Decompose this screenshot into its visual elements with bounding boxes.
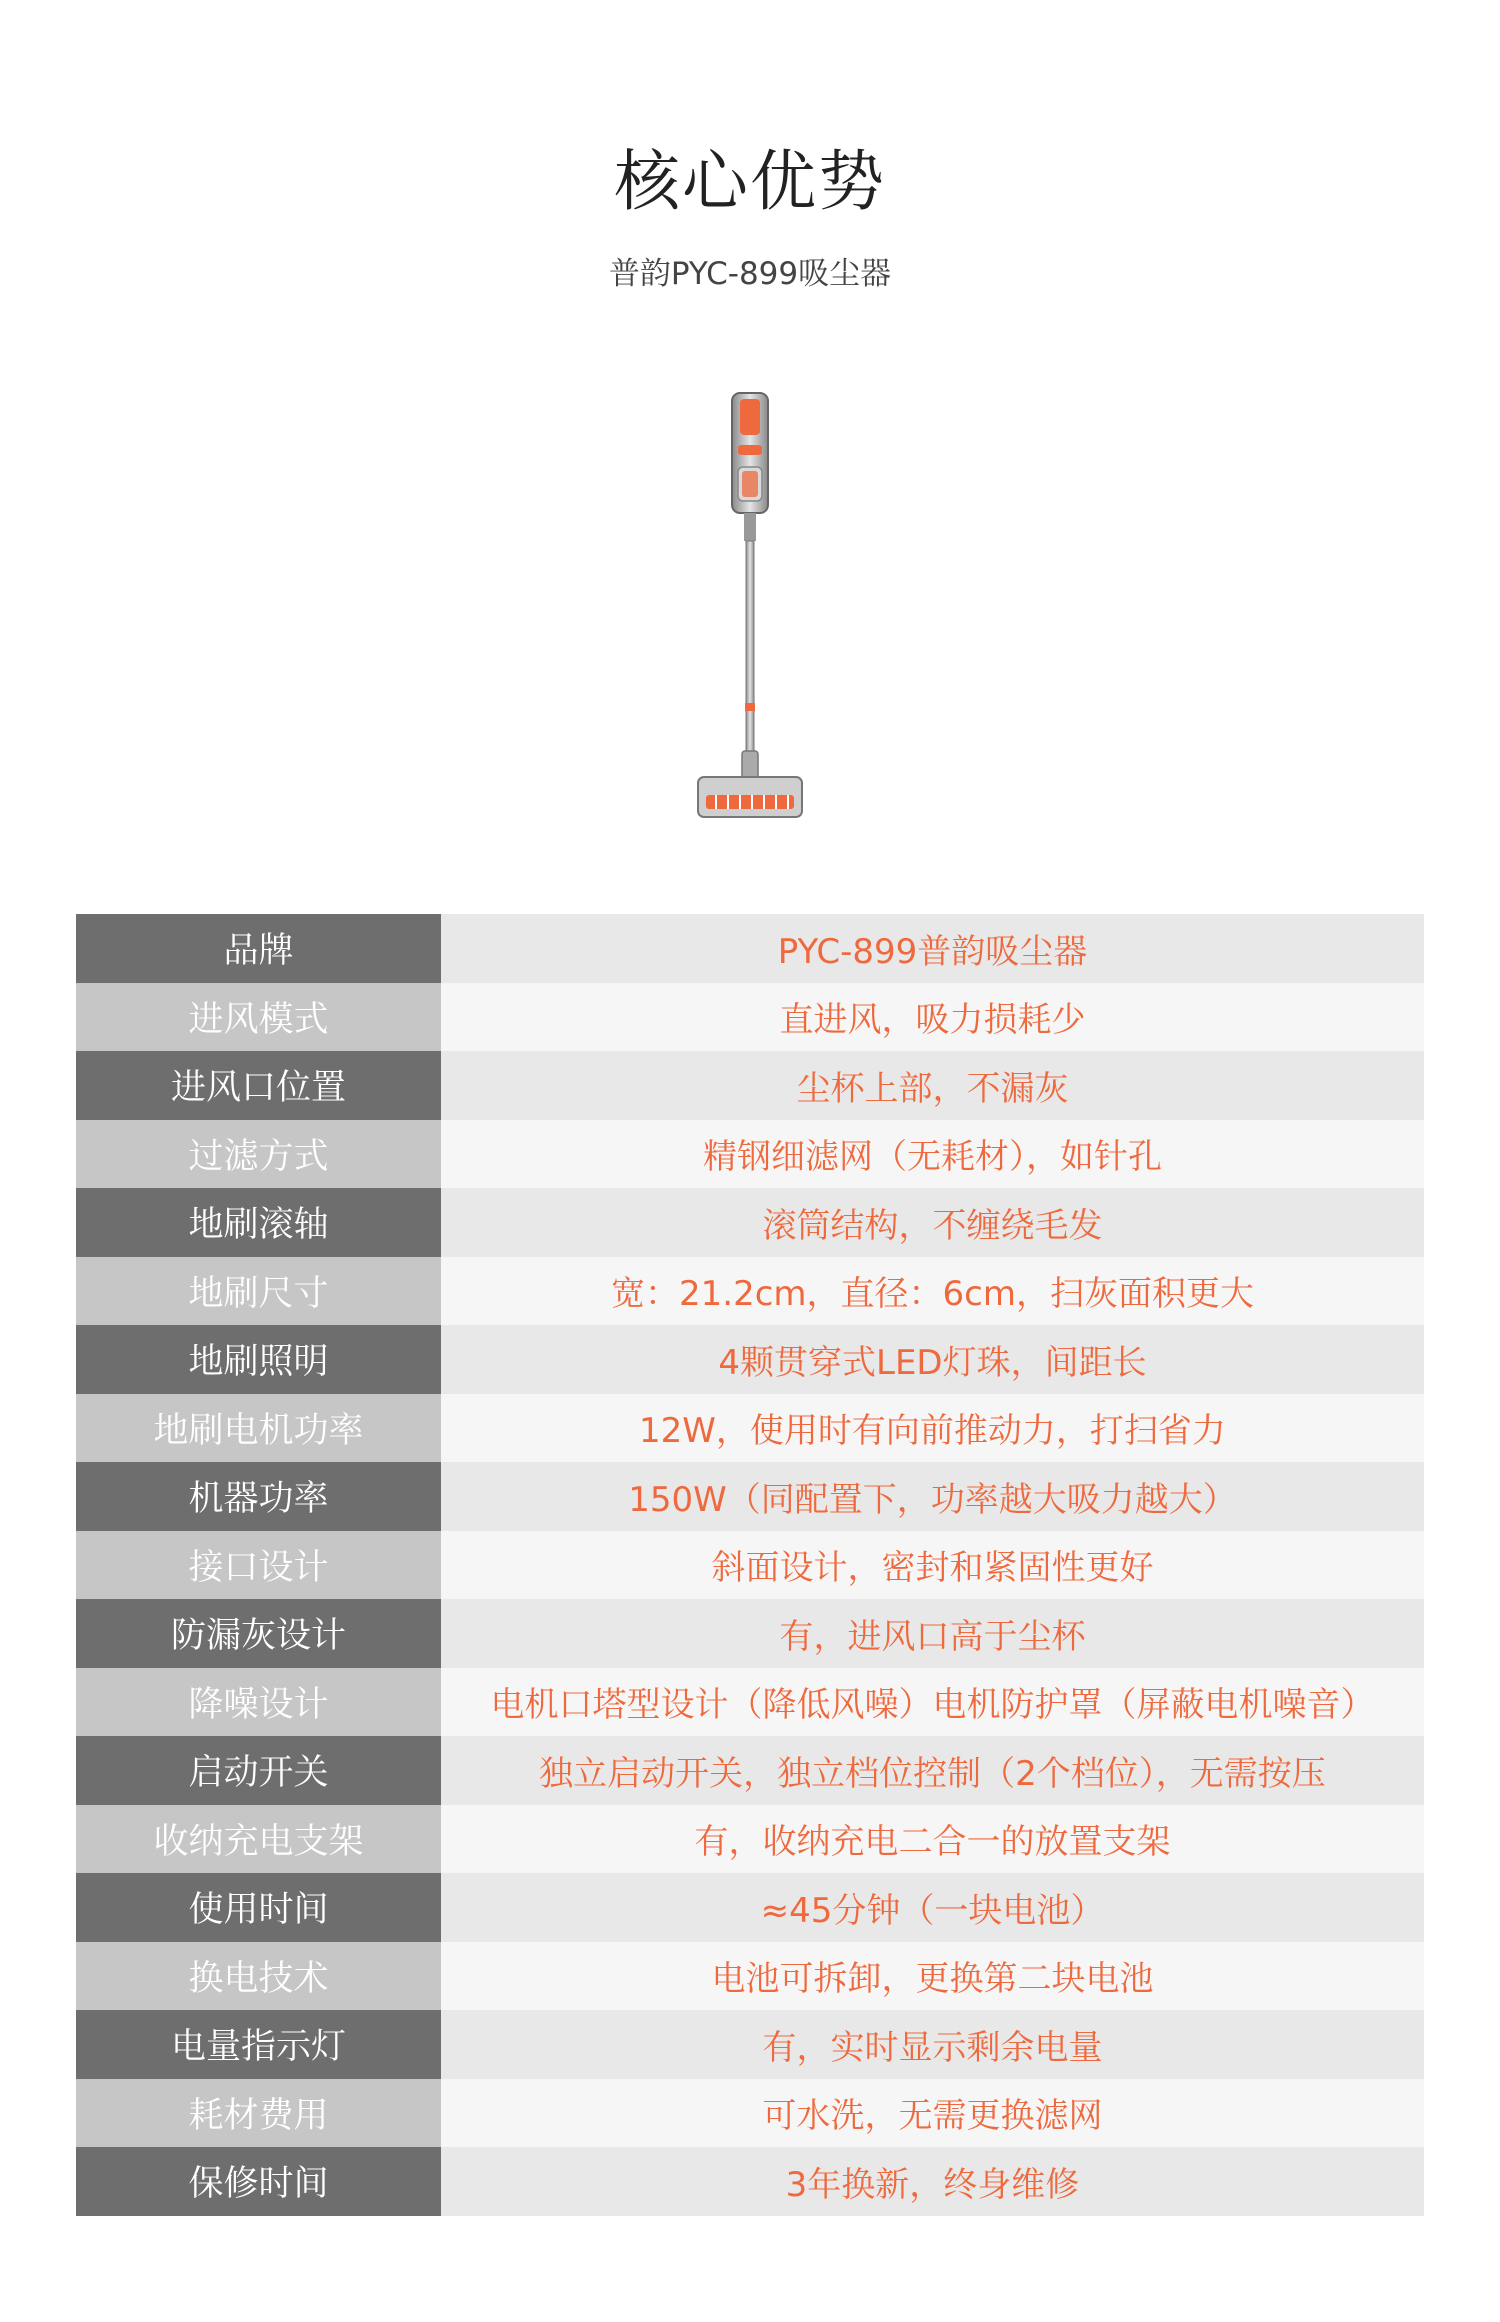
table-row bbox=[76, 2010, 1424, 2079]
spec-value: 尘杯上部，不漏灰 bbox=[441, 1051, 1424, 1120]
table-row bbox=[76, 983, 1424, 1052]
table-row bbox=[76, 914, 1424, 983]
spec-label: 保修时间 bbox=[76, 2147, 441, 2216]
table-row bbox=[76, 1120, 1424, 1189]
spec-value: 有，实时显示剩余电量 bbox=[441, 2010, 1424, 2079]
spec-value: 可水洗，无需更换滤网 bbox=[441, 2079, 1424, 2148]
table-row bbox=[76, 1942, 1424, 2011]
table-row bbox=[76, 1668, 1424, 1737]
spec-value: 4颗贯穿式LED灯珠，间距长 bbox=[441, 1325, 1424, 1394]
spec-label: 地刷滚轴 bbox=[76, 1188, 441, 1257]
spec-label: 机器功率 bbox=[76, 1462, 441, 1531]
table-row bbox=[76, 1462, 1424, 1531]
spec-label: 地刷照明 bbox=[76, 1325, 441, 1394]
spec-value: 斜面设计，密封和紧固性更好 bbox=[441, 1531, 1424, 1600]
spec-value: 有，收纳充电二合一的放置支架 bbox=[441, 1805, 1424, 1874]
table-row bbox=[76, 2079, 1424, 2148]
table-row bbox=[76, 1257, 1424, 1326]
table-row bbox=[76, 1188, 1424, 1257]
spec-value: 12W，使用时有向前推动力，打扫省力 bbox=[441, 1394, 1424, 1463]
table-row bbox=[76, 1736, 1424, 1805]
table-row bbox=[76, 2147, 1424, 2216]
spec-table bbox=[76, 914, 1424, 2216]
table-row bbox=[76, 1325, 1424, 1394]
table-row bbox=[76, 1051, 1424, 1120]
spec-label: 耗材费用 bbox=[76, 2079, 441, 2148]
spec-label: 地刷尺寸 bbox=[76, 1257, 441, 1326]
spec-label: 进风模式 bbox=[76, 983, 441, 1052]
spec-label: 品牌 bbox=[76, 914, 441, 983]
spec-label: 进风口位置 bbox=[76, 1051, 441, 1120]
spec-label: 过滤方式 bbox=[76, 1120, 441, 1189]
spec-label: 收纳充电支架 bbox=[76, 1805, 441, 1874]
spec-value: 电池可拆卸，更换第二块电池 bbox=[441, 1942, 1424, 2011]
spec-value: 有，进风口高于尘杯 bbox=[441, 1599, 1424, 1668]
spec-value: 精钢细滤网（无耗材），如针孔 bbox=[441, 1120, 1424, 1189]
spec-label: 接口设计 bbox=[76, 1531, 441, 1600]
spec-label: 降噪设计 bbox=[76, 1668, 441, 1737]
spec-label: 地刷电机功率 bbox=[76, 1394, 441, 1463]
spec-value: 宽：21.2cm，直径：6cm，扫灰面积更大 bbox=[441, 1257, 1424, 1326]
spec-label: 换电技术 bbox=[76, 1942, 441, 2011]
spec-value: 电机口塔型设计（降低风噪）电机防护罩（屏蔽电机噪音） bbox=[441, 1668, 1424, 1737]
stick-vacuum-icon bbox=[690, 385, 810, 830]
spec-label: 启动开关 bbox=[76, 1736, 441, 1805]
table-row bbox=[76, 1599, 1424, 1668]
spec-value: ≈45分钟（一块电池） bbox=[441, 1873, 1424, 1942]
spec-value: 独立启动开关，独立档位控制（2个档位），无需按压 bbox=[441, 1736, 1424, 1805]
product-subtitle: 普韵PYC-899吸尘器 bbox=[608, 256, 892, 292]
spec-label: 使用时间 bbox=[76, 1873, 441, 1942]
spec-label: 防漏灰设计 bbox=[76, 1599, 441, 1668]
spec-value: PYC-899普韵吸尘器 bbox=[441, 914, 1424, 983]
spec-label: 电量指示灯 bbox=[76, 2010, 441, 2079]
spec-value: 滚筒结构，不缠绕毛发 bbox=[441, 1188, 1424, 1257]
spec-value: 150W（同配置下，功率越大吸力越大） bbox=[441, 1462, 1424, 1531]
page-title: 核心优势 bbox=[614, 143, 886, 220]
spec-value: 直进风，吸力损耗少 bbox=[441, 983, 1424, 1052]
spec-value: 3年换新，终身维修 bbox=[441, 2147, 1424, 2216]
table-row bbox=[76, 1873, 1424, 1942]
table-row bbox=[76, 1805, 1424, 1874]
table-row bbox=[76, 1394, 1424, 1463]
table-row bbox=[76, 1531, 1424, 1600]
